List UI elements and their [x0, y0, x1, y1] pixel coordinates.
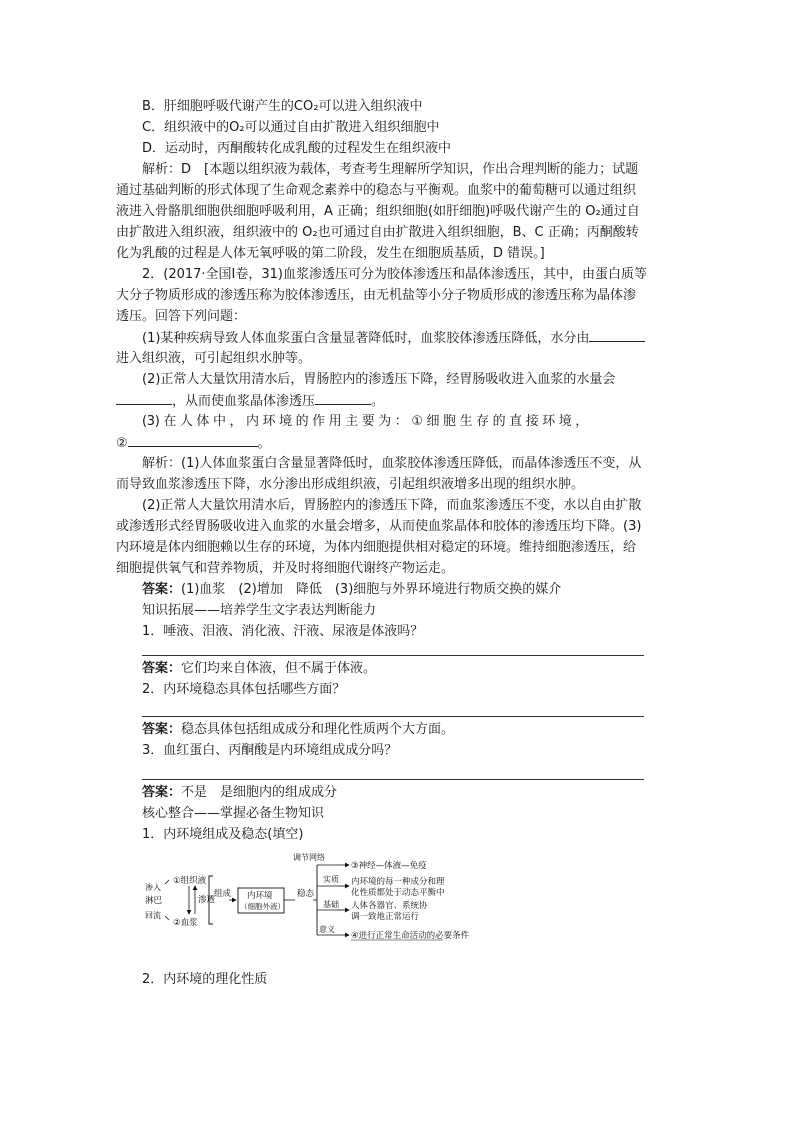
basis-label: 基础	[323, 900, 339, 909]
answer-blank[interactable]	[116, 391, 172, 405]
homeostasis-diagram	[143, 850, 470, 945]
q1-solution-line: 液进入骨骼肌细胞供细胞呼吸利用，A 正确；组织细胞(如肝细胞)呼吸代谢产生的 O₂通过自	[116, 204, 640, 219]
meaning-label: 意义	[319, 925, 335, 934]
q2-solution-line: 而导致血浆渗透压下降，水分渗出形成组织液，引起组织液增多出现的组织水肿。	[116, 477, 585, 492]
extension-answer: 答案：稳态具体包括组成成分和理化性质两个大方面。	[142, 722, 455, 737]
answer-blank[interactable]	[315, 391, 371, 405]
internal-environment-label: 内环境	[247, 891, 273, 901]
extension-title: 知识拓展——培养学生文字表达判断能力	[142, 603, 377, 618]
answer-line	[142, 655, 644, 656]
q2-sub2-line: (2)正常人大量饮用清水后，胃肠腔内的渗透压下降，经胃肠吸收进入血浆的水量会	[142, 372, 616, 387]
lymph-label: 淋巴	[145, 896, 163, 906]
return-label: 回流	[145, 911, 161, 920]
extension-question: 3．血红蛋白、丙酮酸是内环境组成成分吗？	[142, 743, 398, 758]
q2-sub3-line: ② 。	[116, 433, 271, 454]
extension-question: 1．唾液、泪液、消化液、汗液、尿液是体液吗？	[142, 624, 424, 639]
basis-value: 人体各器官、系统协	[351, 901, 428, 911]
essence-label: 实质	[323, 875, 339, 884]
option-c: C．组织液中的O₂可以通过自由扩散进入组织细胞中	[142, 120, 440, 135]
q2-solution-line: 内环境是体内细胞赖以生存的环境，为体内细胞提供相对稳定的环境。维持细胞渗透压，给	[116, 540, 637, 555]
meaning-value: ④进行正常生命活动的必要条件	[351, 931, 470, 941]
core-title: 核心整合——掌握必备生物知识	[142, 806, 325, 821]
basis-value: 调一致地正常运行	[351, 912, 420, 922]
q1-solution-line: 通过基础判断的形式体现了生命观念素养中的稳态与平衡观。血浆中的葡萄糖可以通过组织	[116, 183, 637, 198]
q2-stem-line: 大分子物质形成的渗透压称为胶体渗透压，由无机盐等小分子物质形成的渗透压称为晶体渗	[116, 288, 637, 303]
q2-solution-line: 或渗透形式经胃肠吸收进入血浆的水量会增多，从而使血浆晶体和胶体的渗透压均下降。(3)	[116, 519, 642, 534]
answer-blank[interactable]	[128, 433, 258, 447]
seep-in-label: 渗入	[145, 883, 161, 892]
section-heading: 2．内环境的理化性质	[142, 972, 268, 987]
q2-solution-line: (2)正常人大量饮用清水后，胃肠腔内的渗透压下降，而血浆渗透压不变，水以自由扩散	[142, 498, 642, 513]
q2-solution-line: 细胞提供氧气和营养物质，并及时将细胞代谢终产物运走。	[116, 561, 455, 576]
extension-question: 2．内环境稳态具体包括哪些方面？	[142, 682, 346, 697]
arrow	[165, 880, 169, 884]
q2-stem-line: 透压。回答下列问题：	[116, 309, 247, 324]
essence-value: 内环境的每一种成分和理	[351, 877, 445, 887]
arrow	[165, 916, 169, 920]
extension-answer: 答案：不是 是细胞内的组成成分	[142, 785, 338, 800]
plasma-label: ②血浆	[173, 918, 198, 928]
section-heading: 1．内环境组成及稳态(填空)	[142, 827, 304, 842]
q2-sub3-line: (3) 在 人 体 中 ， 内 环 境 的 作 用 主 要 为 ： ① 细 胞 生 存 的 直 接 环 境 ，	[142, 414, 589, 429]
extension-answer: 答案：它们均来自体液，但不属于体液。	[142, 661, 377, 676]
answer-line	[142, 716, 644, 717]
q2-stem-line: 2．(2017·全国Ⅰ卷，31)血浆渗透压可分为胶体渗透压和晶体渗透压，其中，由蛋白质等	[142, 267, 648, 282]
internal-environment-sublabel: （细胞外液）	[240, 902, 285, 911]
q2-solution-line: 解析：(1)人体血浆蛋白含量显著降低时，血浆胶体渗透压降低，而晶体渗透压不变，从	[142, 456, 642, 471]
answer-blank[interactable]	[589, 328, 645, 342]
q2-answer: 答案：(1)血浆 (2)增加 降低 (3)细胞与外界环境进行物质交换的媒介	[142, 582, 562, 597]
option-d: D．运动时，丙酮酸转化成乳酸的过程发生在组织液中	[142, 141, 452, 156]
q1-solution-line: 解析：D [本题以组织液为载体，考查考生理解所学知识，作出合理判断的能力；试题	[142, 162, 639, 177]
essence-value: 化性质都处于动态平衡中	[351, 888, 445, 898]
q1-solution-line: 化为乳酸的过程是人体无氧呼吸的第二阶段，发生在细胞质基质，D 错误。]	[116, 246, 545, 261]
q2-sub2-line: ，从而使血浆晶体渗透压 。	[116, 391, 384, 412]
tissue-fluid-label: ①组织液	[173, 876, 207, 886]
compose-label: 组成	[214, 889, 232, 899]
homeostasis-label: 稳态	[297, 889, 315, 899]
option-b: B．肝细胞呼吸代谢产生的CO₂可以进入组织液中	[142, 99, 423, 114]
regulation-network-label: 调节网络	[293, 853, 325, 862]
regulation-network-value: ③神经—体液—免疫	[351, 861, 427, 871]
q1-solution-line: 由扩散进入组织液，组织液中的 O₂也可通过自由扩散进入组织细胞，B、C 正确；丙酮酸转	[116, 225, 639, 240]
answer-line	[142, 779, 644, 780]
permeate-label: 渗透	[198, 895, 216, 905]
q2-sub1-line: (1)某种疾病导致人体血浆蛋白含量显著降低时，血浆胶体渗透压降低，水分由	[142, 328, 645, 349]
q2-sub1-line: 进入组织液，可引起组织水肿等。	[116, 351, 312, 366]
